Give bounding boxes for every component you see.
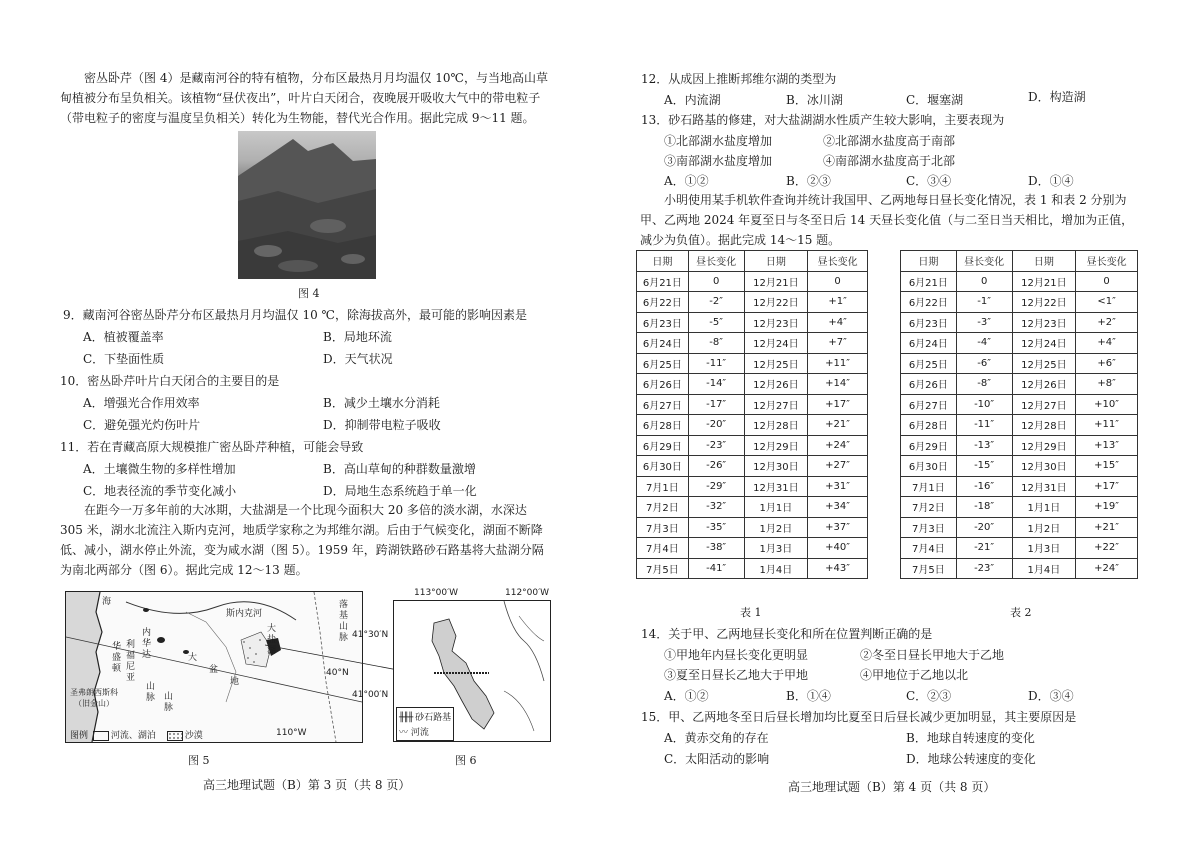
table-cell: 6月26日 [637,374,689,395]
table-cell: +40″ [808,538,868,559]
san-francisco-alt-label: （旧金山） [74,699,114,708]
table-cell: +13″ [1076,435,1138,456]
table-cell: 7月5日 [637,558,689,579]
table-cell: +7″ [808,333,868,354]
table-row [901,456,1138,477]
q14-statement-4: ④甲地位于乙地以北 [860,668,969,682]
lon-113w-label: 113°00′W [414,588,459,598]
q13-option-c: C．③④ [906,174,952,188]
table-cell: -6″ [956,353,1012,374]
table-row [637,312,868,333]
table-cell: -20″ [688,415,744,436]
table-cell: 12月24日 [1012,333,1076,354]
table-cell: 6月29日 [637,435,689,456]
lat-4100n-label: 41°00′N [352,690,389,700]
q12-option-b: B．冰川湖 [786,93,843,107]
right-page [600,0,1200,849]
lon-112w-label: 112°00′W [505,588,550,598]
q13-option-a: A．①② [664,174,709,188]
q13-option-b: B．②③ [786,174,831,188]
table-row [901,558,1138,579]
gravel-bed-legend-icon: ╫╫╫ [399,713,413,723]
table-cell: 1月4日 [744,558,808,579]
table-cell: 6月25日 [637,353,689,374]
table-cell: 7月1日 [637,476,689,497]
table-cell: 0 [808,271,868,292]
q14-option-a: A．①② [664,689,709,703]
table-cell: +14″ [808,374,868,395]
figure-6-map [393,600,551,742]
table-row [637,333,868,354]
table-cell: 0 [956,271,1012,292]
q15-option-d: D．地球公转速度的变化 [906,752,1036,766]
q10-stem: 10．密丛卧芹叶片白天闭合的主要目的是 [60,374,280,388]
great-basin-label-2: 盆 [209,665,219,675]
q14-option-d: D．③④ [1028,689,1074,703]
q15-option-b: B．地球自转速度的变化 [906,731,1035,745]
table-cell: +4″ [1076,333,1138,354]
cascade-range-label: 华 盛 顿 [112,642,122,674]
table-cell: +8″ [1076,374,1138,395]
table-cell: +6″ [1076,353,1138,374]
q11-option-b: B．高山草甸的种群数量激增 [323,462,476,476]
desert-legend-icon [167,731,183,741]
table-2-caption: 表 2 [1010,606,1032,619]
table-cell: -23″ [688,435,744,456]
table-cell: 12月25日 [744,353,808,374]
sea-label: 海 [102,597,112,607]
table-cell: +11″ [1076,415,1138,436]
table-cell: -26″ [688,456,744,477]
table-cell: -1″ [956,292,1012,313]
q11-stem: 11．若在青藏高原大规模推广密丛卧芹种植，可能会导致 [60,440,364,454]
table-cell: 12月22日 [1012,292,1076,313]
table-cell: 12月30日 [1012,456,1076,477]
river-legend-entry: 〰 河流 [399,728,429,738]
table-cell: -17″ [688,394,744,415]
river-legend-icon: 〰 [399,728,409,738]
table-row [901,517,1138,538]
table-cell: +34″ [808,497,868,518]
table-cell: 12月29日 [1012,435,1076,456]
q14-statement-1: ①甲地年内昼长变化更明显 [664,648,809,662]
table-1 [636,250,868,579]
table-cell: -29″ [688,476,744,497]
table-cell: +24″ [1076,558,1138,579]
table-cell: -18″ [956,497,1012,518]
table-cell: +15″ [1076,456,1138,477]
table-row [637,456,868,477]
table-cell: 12月21日 [1012,271,1076,292]
table-row [901,476,1138,497]
table-cell: -38″ [688,538,744,559]
table-cell: +17″ [808,394,868,415]
table-cell: 6月30日 [637,456,689,477]
rail-legend-entry: ╫╫╫ 砂石路基 [399,713,452,723]
table-cell: -4″ [956,333,1012,354]
q13-statement-1: ①北部湖水盐度增加 [664,134,773,148]
table-cell: +1″ [808,292,868,313]
table-cell: +4″ [808,312,868,333]
table-cell: 6月23日 [901,312,957,333]
q9-option-a: A．植被覆盖率 [83,330,164,344]
table-row [901,312,1138,333]
table-cell: 6月22日 [901,292,957,313]
q14-option-b: B．①④ [786,689,831,703]
table-cell: 12月22日 [744,292,808,313]
table-row [901,415,1138,436]
table-cell: +24″ [808,435,868,456]
table-cell: -41″ [688,558,744,579]
q15-option-c: C．太阳活动的影响 [664,752,770,766]
table-cell: 6月26日 [901,374,957,395]
table-cell: 7月4日 [637,538,689,559]
left-page-footer: 高三地理试题（B）第 3 页（共 8 页） [203,778,411,792]
q10-option-b: B．减少土壤水分消耗 [323,396,440,410]
table-cell: +43″ [808,558,868,579]
figure-4-caption: 图 4 [298,287,320,300]
table-cell: 12月28日 [744,415,808,436]
lat-4130n-label: 41°30′N [352,630,389,640]
table-cell: 6月24日 [637,333,689,354]
table-cell: 7月1日 [901,476,957,497]
table-cell: +17″ [1076,476,1138,497]
table-cell: -11″ [956,415,1012,436]
table-cell: 7月3日 [901,517,957,538]
table-cell: -11″ [688,353,744,374]
table-cell: 12月28日 [1012,415,1076,436]
q9-stem: 9．藏南河谷密丛卧芹分布区最热月月均温仅 10 ℃，除海拔高外，最可能的影响因素是 [63,308,527,322]
table-cell: 0 [688,271,744,292]
table-cell: 6月21日 [637,271,689,292]
q9-option-b: B．局地环流 [323,330,392,344]
table-cell: 12月31日 [744,476,808,497]
table-cell: 6月23日 [637,312,689,333]
table-cell: 1月3日 [744,538,808,559]
table-cell: 7月2日 [637,497,689,518]
table-cell: +21″ [808,415,868,436]
table-row [637,476,868,497]
table-cell: -20″ [956,517,1012,538]
table-row [637,292,868,313]
table-cell: -15″ [956,456,1012,477]
table-cell: -16″ [956,476,1012,497]
table-cell: -32″ [688,497,744,518]
header-cell: 日期 [901,251,957,272]
header-cell: 昼长变化 [956,251,1012,272]
q9-option-d: D．天气状况 [323,352,393,366]
table-cell: 6月27日 [637,394,689,415]
table-row [637,394,868,415]
table-cell: 6月22日 [637,292,689,313]
table-cell: 12月30日 [744,456,808,477]
header-cell: 日期 [744,251,808,272]
table-row [637,435,868,456]
q10-option-d: D．抑制带电粒子吸收 [323,418,441,432]
table-cell: -3″ [956,312,1012,333]
table-cell: 7月2日 [901,497,957,518]
q14-statement-3: ③夏至日昼长乙地大于甲地 [664,668,809,682]
table-cell: 12月21日 [744,271,808,292]
figure-6-caption: 图 6 [455,754,477,767]
table-cell: 12月29日 [744,435,808,456]
table-row [901,292,1138,313]
table-row [637,271,868,292]
table-row [637,374,868,395]
q11-option-a: A．土壤微生物的多样性增加 [83,462,236,476]
table-cell: -14″ [688,374,744,395]
river-lake-legend-icon [93,731,109,741]
table-cell: <1″ [1076,292,1138,313]
table-cell: -35″ [688,517,744,538]
california-label: 利 福 尼 亚 [126,640,136,683]
table-2 [900,250,1138,579]
table-cell: +37″ [808,517,868,538]
table-cell: 6月24日 [901,333,957,354]
table-cell: 1月1日 [1012,497,1076,518]
table-cell: +10″ [1076,394,1138,415]
snake-river-label: 斯内克河 [226,609,263,619]
table-cell: 12月26日 [744,374,808,395]
table-cell: 1月2日 [744,517,808,538]
table-header-row [637,251,868,272]
q14-option-c: C．②③ [906,689,952,703]
table-cell: +31″ [808,476,868,497]
passage-12-13: 在距今一万多年前的大冰期，大盐湖是一个比现今面积大 20 多倍的淡水湖，水深达 305 米，湖水北流注入斯内克河，地质学家称之为邦维尔湖。后由于气候变化，湖面不断降低、减小，湖水停止外流，变为咸水湖（图 5）。1959 年，跨湖铁路砂石路基将大盐湖分隔为南北两部分（图 6）。据此完成 12～13 题。 [60,503,544,577]
q9-option-c: C．下垫面性质 [83,352,165,366]
table-cell: -2″ [688,292,744,313]
san-francisco-label: 圣弗朗西斯科 [70,688,118,697]
q12-option-d: D．构造湖 [1028,90,1086,104]
mountain-label: 山 脉 [164,692,174,713]
table-cell: 6月29日 [901,435,957,456]
q13-option-d: D．①④ [1028,174,1074,188]
table-cell: 6月28日 [637,415,689,436]
map-connector-line [265,640,400,680]
table-cell: 12月26日 [1012,374,1076,395]
table-row [901,435,1138,456]
nevada-label: 内 华 达 [142,628,152,660]
q14-statement-2: ②冬至日昼长甲地大于乙地 [860,648,1005,662]
mountain-photo-image [238,131,376,279]
right-page-footer: 高三地理试题（B）第 4 页（共 8 页） [788,780,996,794]
table-cell: 1月4日 [1012,558,1076,579]
table-cell: 1月3日 [1012,538,1076,559]
table-row [637,538,868,559]
q13-statement-2: ②北部湖水盐度高于南部 [823,134,956,148]
table-row [901,333,1138,354]
table-cell: 6月21日 [901,271,957,292]
table-cell: 12月27日 [744,394,808,415]
header-cell: 日期 [637,251,689,272]
table-cell: -21″ [956,538,1012,559]
table-cell: -5″ [688,312,744,333]
q12-option-c: C．堰塞湖 [906,93,964,107]
q13-stem: 13．砂石路基的修建，对大盐湖湖水性质产生较大影响，主要表现为 [641,113,1005,127]
table-row [901,394,1138,415]
q12-stem: 12．从成因上推断邦维尔湖的类型为 [641,72,837,86]
fig5-legend: 图例 河流、湖泊 沙漠 [70,731,203,741]
table-header-row [901,251,1138,272]
header-cell: 昼长变化 [688,251,744,272]
q10-option-a: A．增强光合作用效率 [83,396,200,410]
table-cell: 6月28日 [901,415,957,436]
table-1-caption: 表 1 [740,606,762,619]
header-cell: 昼长变化 [808,251,868,272]
table-row [901,374,1138,395]
table-cell: +22″ [1076,538,1138,559]
table-cell: 12月23日 [744,312,808,333]
table-row [901,271,1138,292]
table-row [637,415,868,436]
table-cell: +2″ [1076,312,1138,333]
q11-option-d: D．局地生态系统趋于单一化 [323,484,477,498]
sierra-label: 山 脉 [146,682,156,703]
table-cell: -10″ [956,394,1012,415]
passage-14-15: 小明使用某手机软件查询并统计我国甲、乙两地每日昼长变化情况，表 1 和表 2 分别为甲、乙两地 2024 年夏至日与冬至日后 14 天昼长变化值（与二至日当天相比，增加为正值，减少为负值）。据此完成 14～15 题。 [640,193,1134,247]
great-basin-label-1: 大 [188,653,198,663]
q14-stem: 14．关于甲、乙两地昼长变化和所在位置判断正确的是 [641,627,933,641]
q10-option-c: C．避免强光灼伤叶片 [83,418,201,432]
table-cell: +27″ [808,456,868,477]
table-cell: -8″ [956,374,1012,395]
table-row [901,497,1138,518]
figure-5-caption: 图 5 [188,754,210,767]
intro-paragraph: 密丛卧芹（图 4）是藏南河谷的特有植物，分布区最热月月均温仅 10℃，与当地高山草甸植被分布呈负相关。该植物“昼伏夜出”，叶片白天闭合，夜晚展开吸收大气中的带电粒子（带电粒子的密度与温度呈负相关）转化为生物能，替代光合作用。据此完成 9～11 题。 [60,71,548,125]
table-row [637,497,868,518]
q15-option-a: A．黄赤交角的存在 [664,731,769,745]
table-row [637,517,868,538]
table-row [901,538,1138,559]
table-cell: 7月3日 [637,517,689,538]
lat-40n-label: 40°N [326,668,349,678]
table-cell: 7月5日 [901,558,957,579]
table-cell: -13″ [956,435,1012,456]
table-cell: 12月25日 [1012,353,1076,374]
table-cell: 1月1日 [744,497,808,518]
table-cell: 1月2日 [1012,517,1076,538]
table-row [901,353,1138,374]
q13-statement-3: ③南部湖水盐度增加 [664,154,773,168]
q12-option-a: A．内流湖 [664,93,721,107]
great-basin-label-3: 地 [230,677,240,687]
table-row [637,558,868,579]
table-cell: +19″ [1076,497,1138,518]
fig6-legend [396,707,454,741]
table-row [637,353,868,374]
table-cell: 12月24日 [744,333,808,354]
table-cell: +21″ [1076,517,1138,538]
table-cell: 12月31日 [1012,476,1076,497]
table-cell: 7月4日 [901,538,957,559]
table-cell: 12月27日 [1012,394,1076,415]
great-salt-lake-label: 大 盐 湖 [267,624,277,656]
rocky-mountains-label: 落 基 山 脉 [339,600,349,643]
table-cell: 0 [1076,271,1138,292]
table-cell: -23″ [956,558,1012,579]
table-cell: +11″ [808,353,868,374]
lon-110w-label: 110°W [276,728,307,738]
table-cell: -8″ [688,333,744,354]
q15-stem: 15．甲、乙两地冬至日后昼长增加均比夏至日后昼长减少更加明显，其主要原因是 [641,710,1077,724]
table-cell: 6月27日 [901,394,957,415]
header-cell: 昼长变化 [1076,251,1138,272]
table-cell: 12月23日 [1012,312,1076,333]
header-cell: 日期 [1012,251,1076,272]
q11-option-c: C．地表径流的季节变化减小 [83,484,237,498]
figure-4-photo [238,131,376,279]
q13-statement-4: ④南部湖水盐度高于北部 [823,154,956,168]
table-cell: 6月30日 [901,456,957,477]
table-cell: 6月25日 [901,353,957,374]
